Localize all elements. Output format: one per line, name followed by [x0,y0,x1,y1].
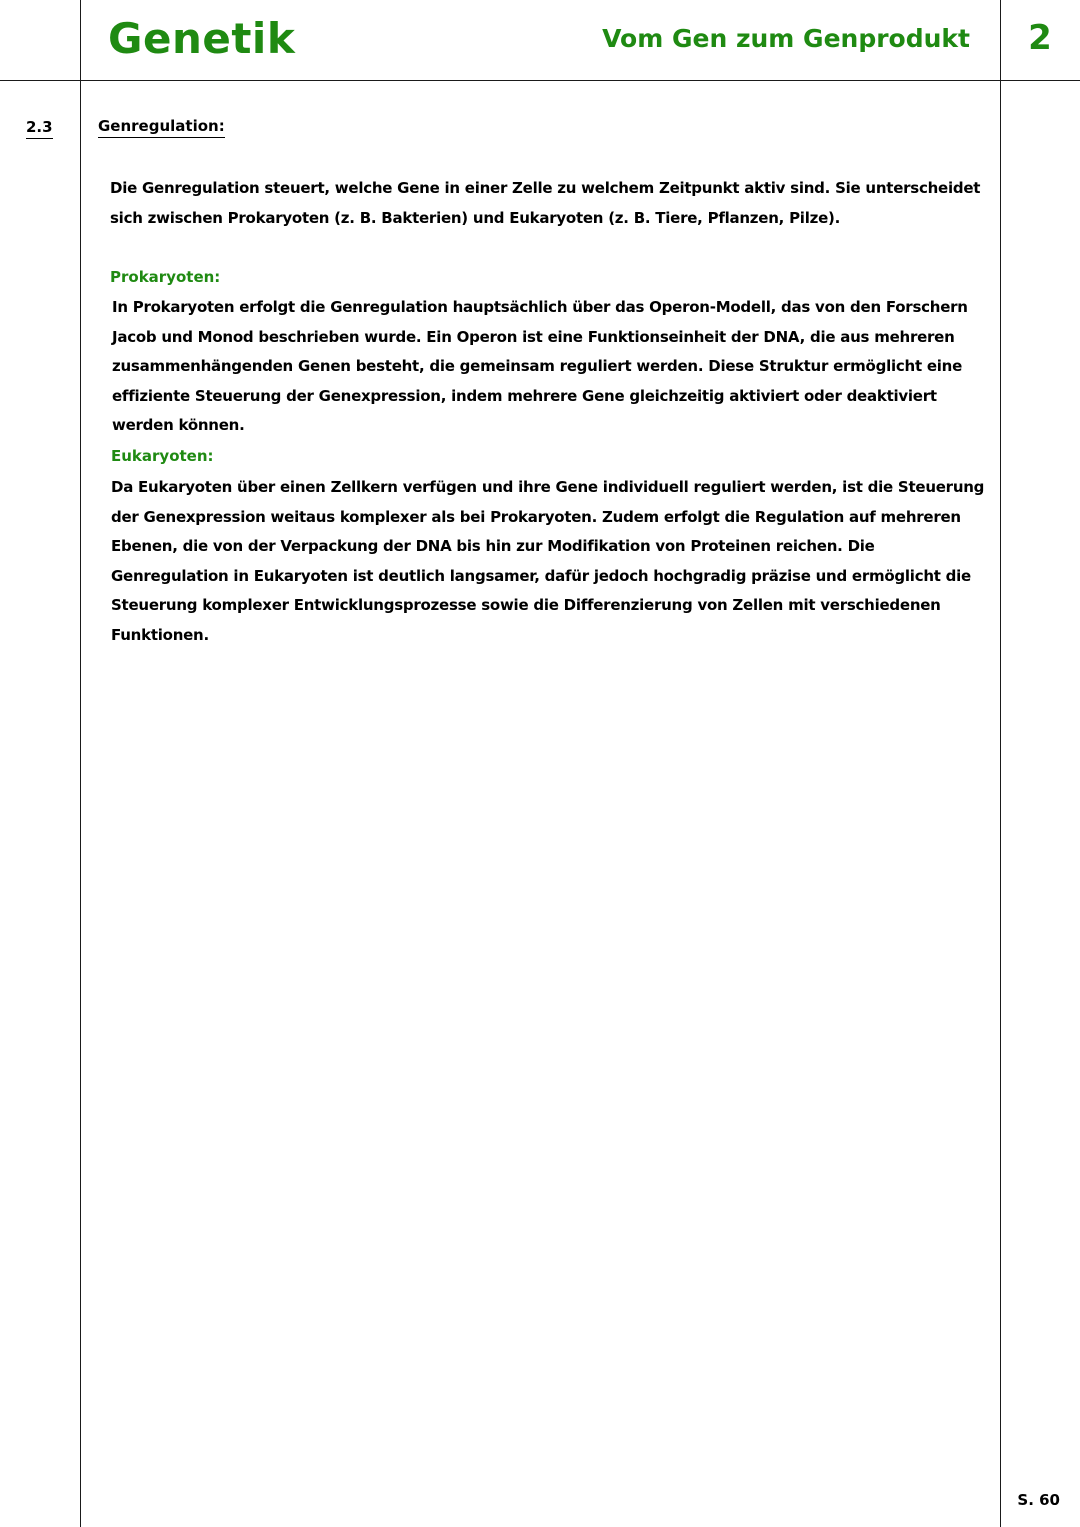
header-divider [0,80,1080,81]
header-title: Genetik [108,14,296,63]
right-margin-line [1000,0,1001,1527]
eukaryoten-paragraph: Da Eukaryoten über einen Zellkern verfügen und ihre Gene individuell reguliert werden, ist die Steuerung der Genexpression weitaus komplexer als bei Prokaryoten. Zudem erfolgt die Regulation auf mehreren Ebenen, die von der Verpackung der DNA bis hin zur Modifikation von Proteinen reichen. Die Genregulation in Eukaryoten ist deutlich langsamer, dafür jedoch hochgradig präzise und ermöglicht die Steuerung komplexer Entwicklungsprozesse sowie die Differenzierung von Zellen mit verschiedenen Funktionen. [111,478,985,644]
prokaryoten-paragraph: In Prokaryoten erfolgt die Genregulation hauptsächlich über das Operon-Modell, das von den Forschern Jacob und Monod beschrieben wurde. Ein Operon ist eine Funktionseinheit der DNA, die aus mehreren zusammenhängenden Genen besteht, die gemeinsam reguliert werden. Diese Struktur ermöglicht eine effiziente Steuerung der Genexpression, indem mehrere Gene gleichzeitig aktiviert oder deaktiviert werden können. [112,298,968,435]
header-subtitle: Vom Gen zum Genprodukt [602,24,970,53]
chapter-number: 2 [1028,18,1052,58]
eukaryoten-heading: Eukaryoten: [111,447,214,465]
intro-paragraph: Die Genregulation steuert, welche Gene in einer Zelle zu welchem Zeitpunkt aktiv sind. Sie unterscheidet sich zwischen Prokaryoten (z. B. Bakterien) und Eukaryoten (z. B. Tiere, Pflanzen, Pilze). [110,179,981,227]
section-title: Genregulation: [98,117,225,138]
section-number: 2.3 [26,118,53,139]
page-number: S. 60 [1017,1491,1060,1509]
left-margin-line [80,0,81,1527]
prokaryoten-heading: Prokaryoten: [110,268,221,286]
